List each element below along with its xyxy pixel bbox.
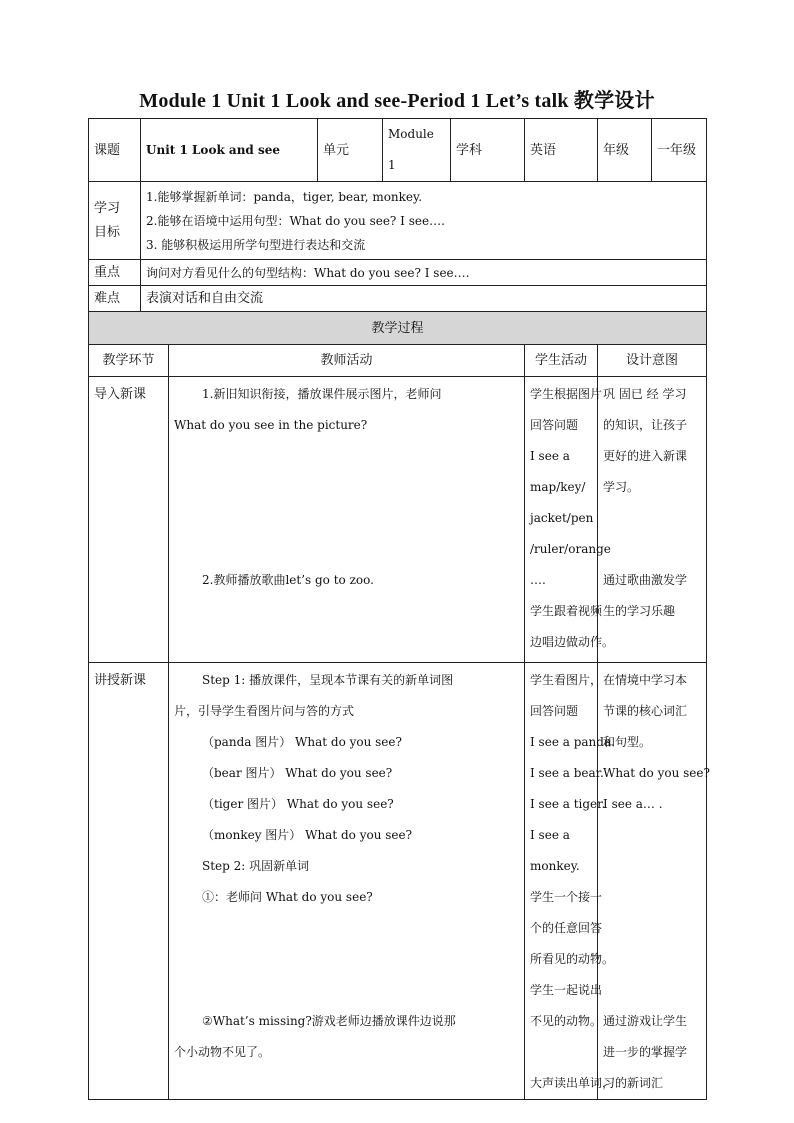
new-lesson-design-intent: 在情境中学习本 节课的核心词汇 和句型。 What do you see? I see a… . 通过游戏让学生 进一步的掌握学 习的新词汇 [598, 663, 707, 1100]
col-header-teacher: 教师活动 [169, 345, 525, 377]
intro-teacher-activity [169, 377, 525, 663]
new-lesson-student-activity: 学生看图片， 回答问题 I see a panda. I see a bear. I see a tiger. I see a monkey. 学生一个接一 个的任意回答 所看见的动物。 学生一起说出 不见的动物。 大声读出单词， [525, 663, 598, 1100]
teacher-line: 个小动物不见了。 [174, 1045, 271, 1059]
key-point-row [89, 260, 707, 286]
teacher-line: ②What’s missing?游戏老师边播放课件边说那 [202, 1014, 456, 1028]
key-point-label: 重点 [89, 260, 141, 286]
document-title: Module 1 Unit 1 Look and see-Period 1 Let’s talk 教学设计 [139, 90, 655, 112]
grade-label: 年级 [598, 119, 652, 182]
info-row [89, 119, 707, 182]
column-header-row [89, 345, 707, 377]
subject-value: 英语 [525, 119, 598, 182]
unit-value: Module 1 [383, 119, 451, 182]
objectives-label: 学习 目标 [89, 182, 141, 260]
teacher-line: What do you see in the picture? [174, 418, 368, 432]
col-header-stage: 教学环节 [89, 345, 169, 377]
teacher-line: （monkey 图片） What do you see? [202, 828, 413, 842]
teacher-line: 2.教师播放歌曲let’s go to zoo. [202, 573, 374, 587]
new-lesson-teacher-activity [169, 663, 525, 1100]
lesson-plan-table [88, 118, 710, 1100]
teacher-line: Step 1: 播放课件，呈现本节课有关的新单词图 [202, 673, 454, 687]
new-lesson-stage: 讲授新课 [89, 663, 169, 1100]
key-point-text: 询问对方看见什么的句型结构：What do you see? I see…. [141, 260, 707, 286]
subject-label: 学科 [451, 119, 525, 182]
objectives-list [141, 182, 707, 260]
section-intro-row [89, 377, 707, 663]
objective-item: 1.能够掌握新单词：panda，tiger, bear, monkey. [146, 189, 423, 204]
teacher-line: （panda 图片） What do you see? [202, 735, 402, 749]
teacher-line: （tiger 图片） What do you see? [202, 797, 394, 811]
intro-stage: 导入新课 [89, 377, 169, 663]
intro-design-intent: 巩 固已 经 学习 的知识，让孩子 更好的进入新课 学习。 通过歌曲激发学 生的学习乐趣 [598, 377, 707, 663]
unit-label: 单元 [318, 119, 383, 182]
teacher-line: 1.新旧知识衔接，播放课件展示图片，老师问 [202, 387, 442, 401]
difficulty-row [89, 286, 707, 312]
difficulty-text: 表演对话和自由交流 [141, 286, 707, 312]
col-header-student: 学生活动 [525, 345, 598, 377]
col-header-intent: 设计意图 [598, 345, 707, 377]
topic-value: Unit 1 Look and see [141, 119, 318, 182]
grade-value: 一年级 [652, 119, 707, 182]
teacher-line: 片，引导学生看图片问与答的方式 [174, 704, 355, 718]
teacher-line: ①：老师问 What do you see? [202, 890, 373, 904]
process-header: 教学过程 [89, 312, 707, 345]
intro-student-activity: 学生根据图片 回答问题 I see a map/key/ jacket/pen /ruler/orange …. 学生跟着视频 边唱边做动作。 [525, 377, 598, 663]
section-new-lesson-row [89, 663, 707, 1100]
difficulty-label: 难点 [89, 286, 141, 312]
teacher-line: Step 2: 巩固新单词 [202, 859, 310, 873]
objective-item: 2.能够在语境中运用句型：What do you see? I see…. [146, 213, 445, 228]
topic-label: 课题 [89, 119, 141, 182]
objectives-row [89, 182, 707, 260]
objective-item: 3. 能够积极运用所学句型进行表达和交流 [146, 237, 366, 252]
process-header-row [89, 312, 707, 345]
teacher-line: （bear 图片） What do you see? [202, 766, 393, 780]
